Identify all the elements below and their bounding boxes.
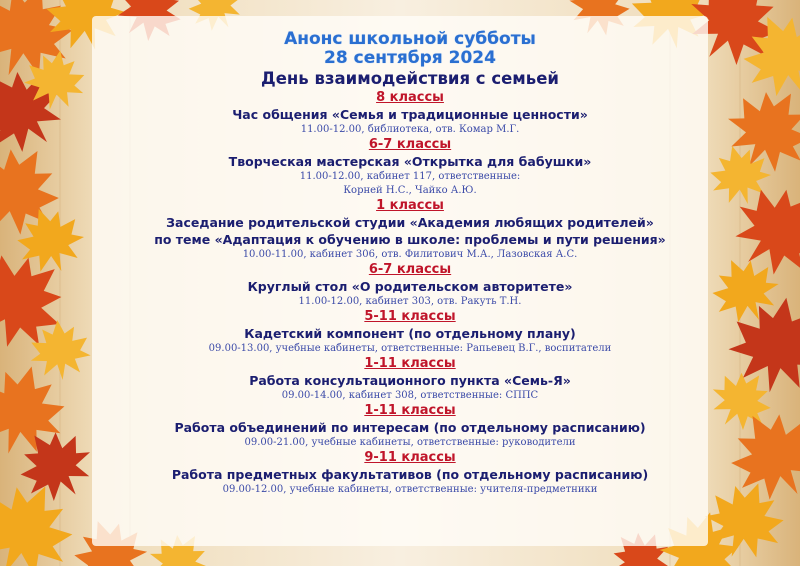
section-9-11 bbox=[110, 450, 710, 497]
event-title: Час общения «Семья и традиционные ценности» bbox=[232, 107, 588, 122]
event-detail: 11.00-12.00, кабинет 117, ответственные: bbox=[299, 171, 521, 182]
section-6-7-a bbox=[110, 137, 710, 198]
event-title: Работа объединений по интересам (по отдельному расписанию) bbox=[174, 420, 646, 435]
grade-label: 6-7 классы bbox=[368, 262, 452, 277]
grade-label: 9-11 классы bbox=[364, 450, 456, 465]
event-title: по теме «Адаптация к обучению в школе: проблемы и пути решения» bbox=[154, 232, 666, 247]
title-line-1: Анонс школьной субботы bbox=[284, 29, 536, 49]
title-line-2: 28 сентября 2024 bbox=[324, 48, 496, 68]
grade-label: 1-11 классы bbox=[364, 356, 456, 371]
event-title: Заседание родительской студии «Академия любящих родителей» bbox=[166, 215, 654, 230]
event-detail: 11.00-12.00, кабинет 303, отв. Ракуть Т.Н. bbox=[298, 296, 522, 307]
section-1 bbox=[110, 198, 710, 262]
subtitle: День взаимодействия с семьей bbox=[261, 69, 559, 88]
announcement-content bbox=[110, 30, 710, 497]
event-detail: 09.00-21.00, учебные кабинеты, ответственные: руководители bbox=[244, 437, 576, 448]
section-1-11-a bbox=[110, 356, 710, 403]
grade-label: 6-7 классы bbox=[368, 137, 452, 152]
event-detail: 09.00-12.00, учебные кабинеты, ответственные: учителя-предметники bbox=[222, 484, 598, 495]
grade-label: 8 классы bbox=[376, 90, 444, 105]
grade-label: 1-11 классы bbox=[364, 403, 456, 418]
event-detail: Корней Н.С., Чайко А.Ю. bbox=[343, 185, 477, 196]
event-detail: 09.00-13.00, учебные кабинеты, ответственные: Рапьевец В.Г., воспитатели bbox=[208, 343, 612, 354]
grade-label: 1 классы bbox=[376, 198, 444, 213]
event-title: Работа предметных факультативов (по отдельному расписанию) bbox=[171, 467, 649, 482]
event-title: Кадетский компонент (по отдельному плану) bbox=[244, 326, 576, 341]
grade-label: 5-11 классы bbox=[364, 309, 456, 324]
event-detail: 10.00-11.00, кабинет 306, отв. Филитович М.А., Лазовская А.С. bbox=[242, 249, 578, 260]
event-title: Работа консультационного пункта «Семь-Я» bbox=[249, 373, 571, 388]
event-title: Творческая мастерская «Открытка для бабушки» bbox=[228, 154, 592, 169]
section-6-7-b bbox=[110, 262, 710, 309]
section-1-11-b bbox=[110, 403, 710, 450]
event-detail: 11.00-12.00, библиотека, отв. Комар М.Г. bbox=[300, 124, 520, 135]
event-title: Круглый стол «О родительском авторитете» bbox=[247, 279, 573, 294]
section-8 bbox=[110, 90, 710, 137]
section-5-11 bbox=[110, 309, 710, 356]
event-detail: 09.00-14.00, кабинет 308, ответственные: СППС bbox=[281, 390, 539, 401]
